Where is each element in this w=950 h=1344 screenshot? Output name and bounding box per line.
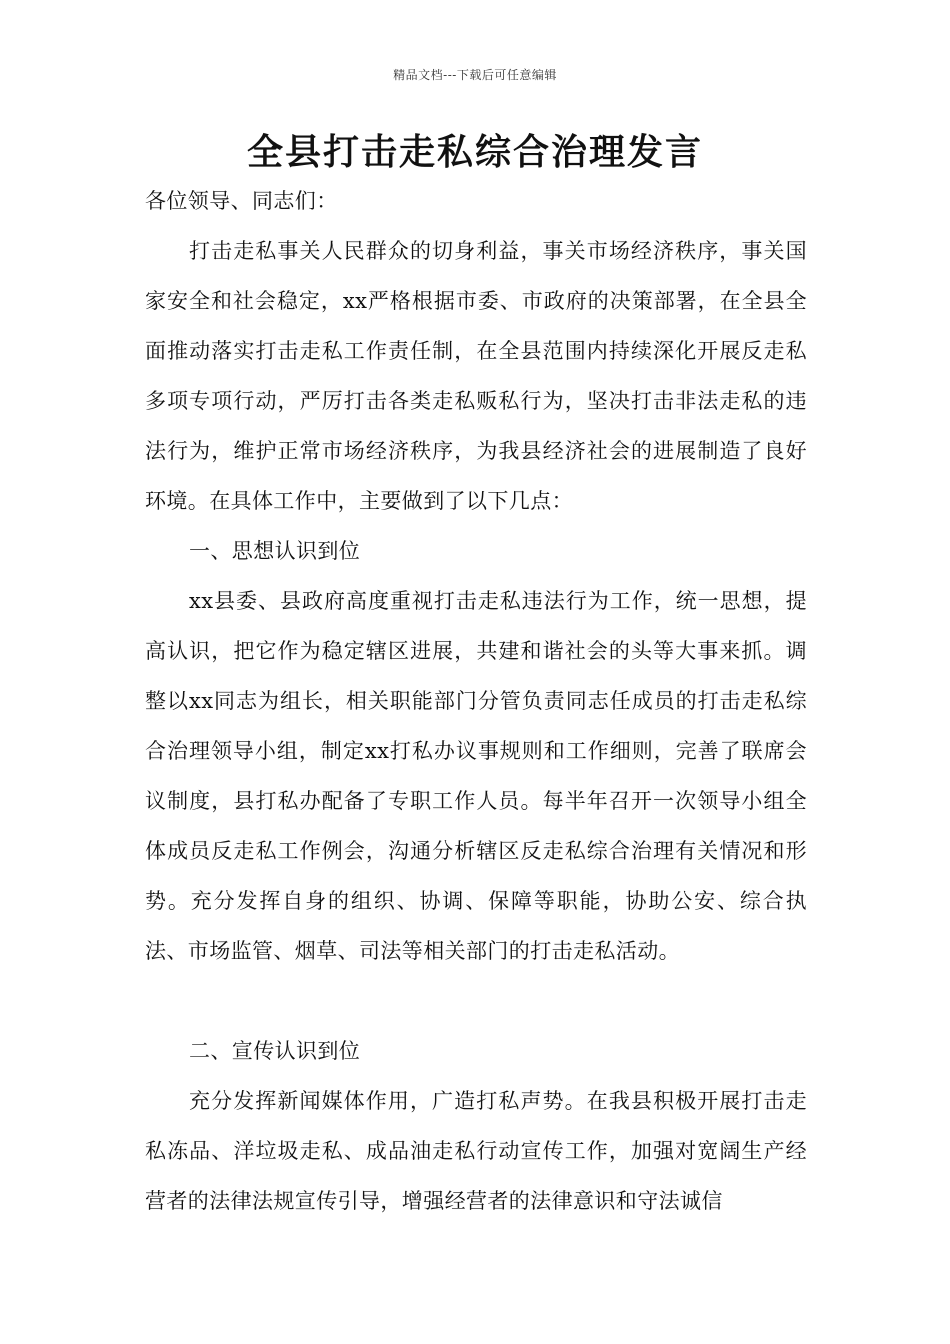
section-heading-1: 一、思想认识到位: [189, 539, 361, 563]
document-title: 全县打击走私综合治理发言: [246, 132, 703, 173]
blank-line: [145, 976, 807, 1026]
page-header-note: 精品文档---下载后可任意编辑: [393, 68, 557, 82]
paragraph-section-1: xx县委、县政府高度重视打击走私违法行为工作，统一思想，提高认识，把它作为稳定辖区进展，共建和谐社会的头等大事来抓。调整以xx同志为组长，相关职能部门分管负责同志任成员的打击走私综合治理领导小组，制定xx打私办议事规则和工作细则，完善了联席会议制度，县打私办配备了专职工作人员。每半年召开一次领导小组全体成员反走私工作例会，沟通分析辖区反走私综合治理有关情况和形势。充分发挥自身的组织、协调、保障等职能，协助公安、综合执法、市场监管、烟草、司法等相关部门的打击走私活动。: [145, 589, 807, 963]
paragraph-section-2: 充分发挥新闻媒体作用，广造打私声势。在我县积极开展打击走私冻品、洋垃圾走私、成品油走私行动宣传工作，加强对宽阔生产经营者的法律法规宣传引导，增强经营者的法律意识和守法诚信: [145, 1089, 807, 1213]
salutation: 各位领导、同志们：: [145, 189, 338, 213]
paragraph-intro: 打击走私事关人民群众的切身利益，事关市场经济秩序，事关国家安全和社会稳定，xx严格根据市委、市政府的决策部署，在全县全面推动落实打击走私工作责任制，在全县范围内持续深化开展反走私多项专项行动，严厉打击各类走私贩私行为，坚决打击非法走私的违法行为，维护正常市场经济秩序，为我县经济社会的进展制造了良好环境。在具体工作中，主要做到了以下几点：: [145, 239, 807, 513]
section-heading-2: 二、宣传认识到位: [189, 1039, 361, 1063]
document-body: [145, 176, 807, 1226]
